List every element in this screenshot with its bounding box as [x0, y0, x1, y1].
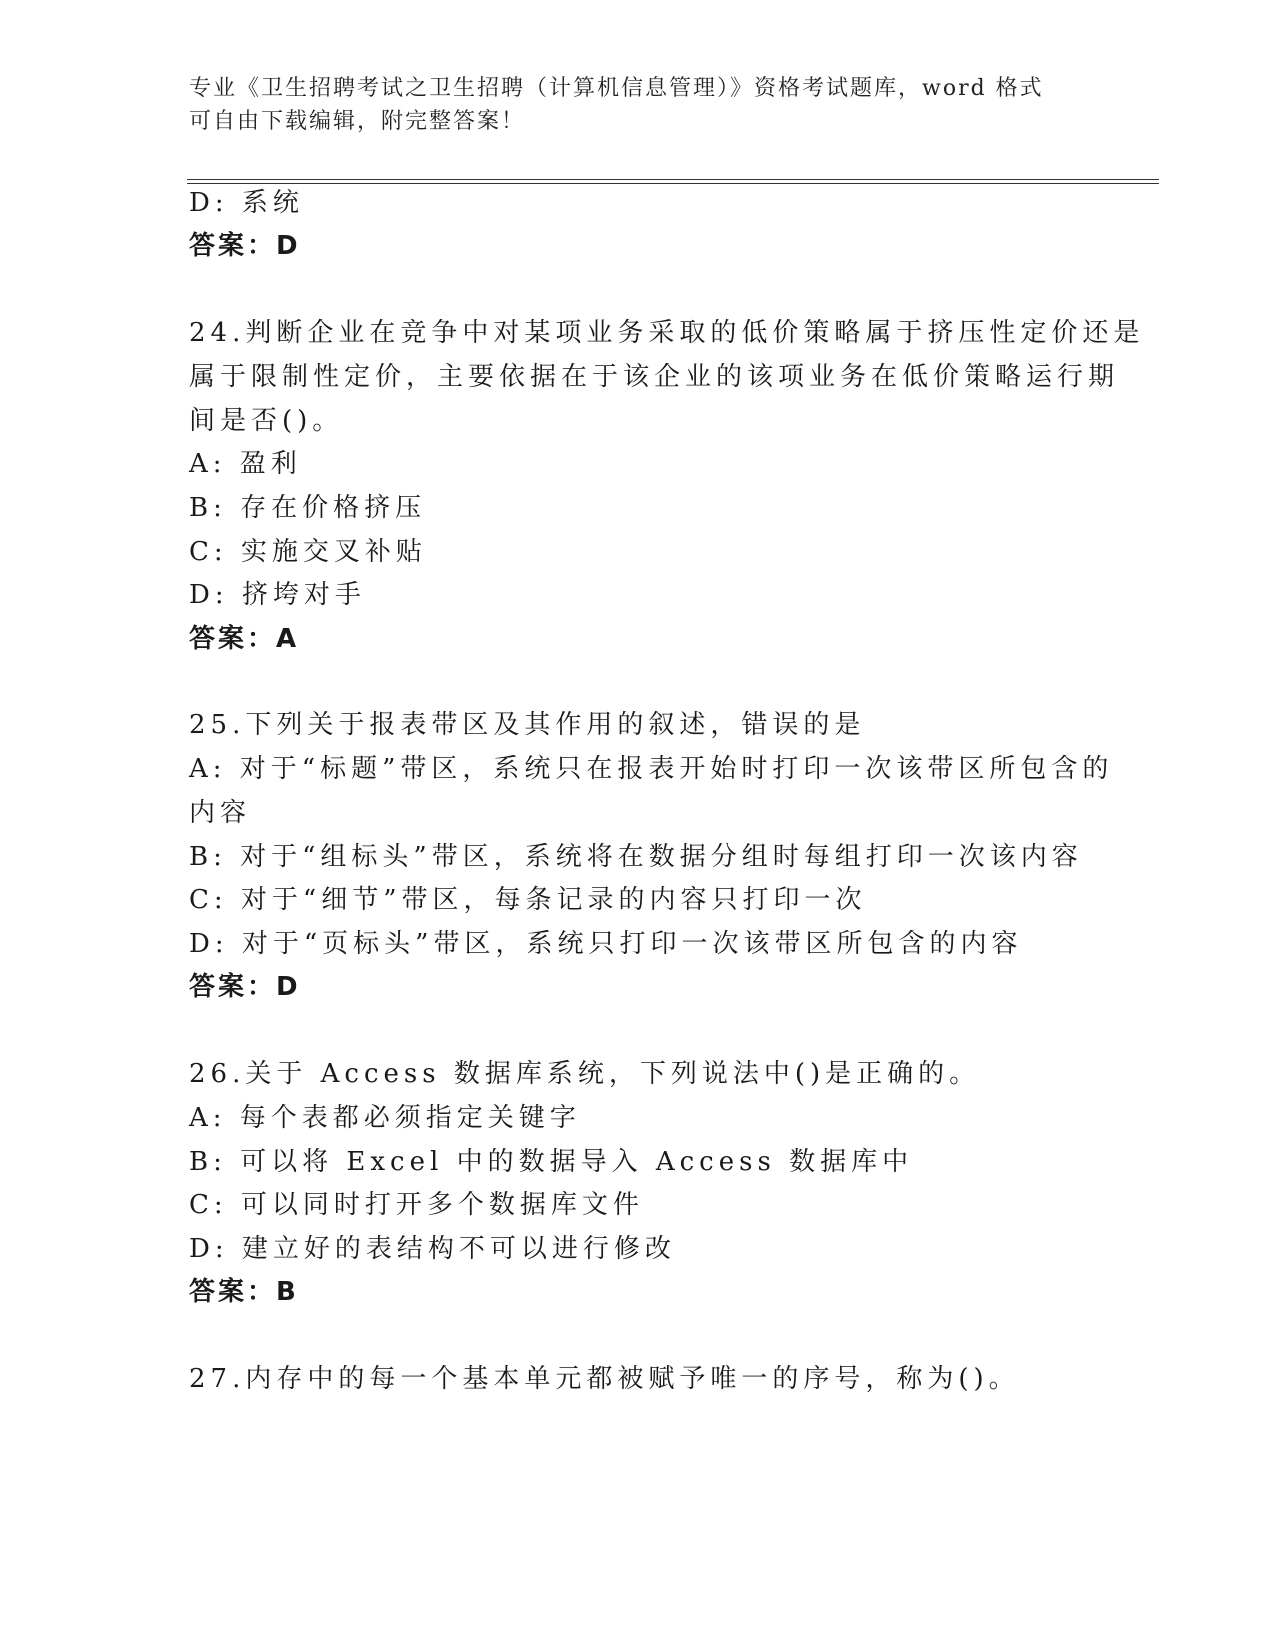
option-b-q24: B: 存在价格挤压 [189, 493, 427, 523]
option-d-q26: D: 建立好的表结构不可以进行修改 [189, 1234, 676, 1264]
option-a-q25-line-2: 内容 [189, 798, 252, 828]
option-a-q24: A: 盈利 [189, 449, 302, 479]
question-24-line-1: 24.判断企业在竞争中对某项业务采取的低价策略属于挤压性定价还是 [189, 318, 1145, 348]
option-c-q24: C: 实施交叉补贴 [189, 537, 427, 567]
question-24-line-2: 属于限制性定价，主要依据在于该企业的该项业务在低价策略运行期 [189, 362, 1120, 392]
answer-q23: 答案：D [189, 231, 301, 261]
question-25: 25.下列关于报表带区及其作用的叙述，错误的是 [189, 710, 866, 740]
header-line-1: 专业《卫生招聘考试之卫生招聘（计算机信息管理）》资格考试题库，word 格式 [189, 76, 1044, 101]
option-a-q26: A: 每个表都必须指定关键字 [189, 1103, 581, 1133]
option-d-q24: D: 挤垮对手 [189, 580, 366, 610]
question-27: 27.内存中的每一个基本单元都被赋予唯一的序号，称为()。 [189, 1364, 1020, 1394]
option-a-q25-line-1: A: 对于“标题”带区，系统只在报表开始时打印一次该带区所包含的 [189, 754, 1114, 784]
header-rule-top [187, 179, 1159, 180]
option-d-q25: D: 对于“页标头”带区，系统只打印一次该带区所包含的内容 [189, 929, 1023, 959]
question-26: 26.关于 Access 数据库系统，下列说法中()是正确的。 [189, 1059, 981, 1089]
page-header [189, 72, 1089, 138]
option-b-q25: B: 对于“组标头”带区，系统将在数据分组时每组打印一次该内容 [189, 842, 1083, 872]
answer-q24: 答案：A [189, 624, 300, 654]
question-24-line-3: 间是否()。 [189, 406, 344, 436]
answer-q25: 答案：D [189, 972, 301, 1002]
option-b-q26: B: 可以将 Excel 中的数据导入 Access 数据库中 [189, 1147, 914, 1177]
option-c-q25: C: 对于“细节”带区，每条记录的内容只打印一次 [189, 885, 867, 915]
option-d-q23: D: 系统 [189, 188, 304, 218]
header-line-2: 可自由下载编辑，附完整答案！ [189, 109, 526, 134]
header-rule-bottom [187, 183, 1159, 184]
answer-q26: 答案：B [189, 1277, 299, 1307]
option-c-q26: C: 可以同时打开多个数据库文件 [189, 1190, 644, 1220]
